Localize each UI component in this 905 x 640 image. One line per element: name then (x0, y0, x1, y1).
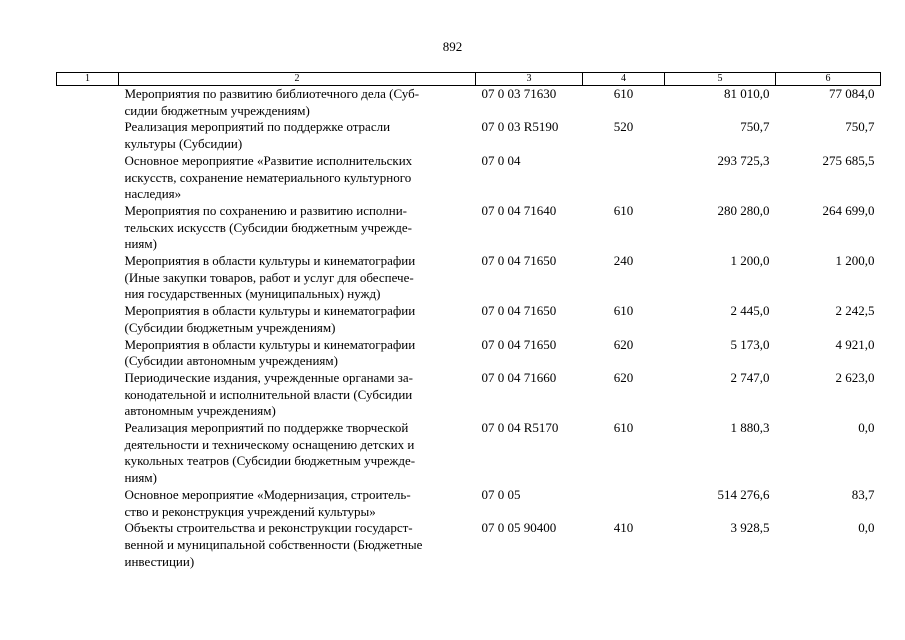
row-target-code: 07 0 04 (481, 152, 521, 168)
row-amount-col6: 2 623,0 (835, 369, 875, 385)
row-name: Периодические издания, учрежденные органами за- конодательной и исполнительной власти (Субсидии автономным учреждениям) (124, 369, 413, 419)
row-amount-col5: 1 200,0 (730, 253, 770, 269)
row-amount-col5: 750,7 (740, 119, 770, 135)
row-blank-cell (57, 370, 119, 420)
row-amount-col5: 293 725,3 (717, 152, 770, 168)
row-blank-cell (57, 203, 119, 253)
row-expense-type: 620 (613, 336, 634, 352)
budget-table (56, 72, 881, 570)
row-expense-type: 610 (613, 86, 634, 101)
table-body (57, 86, 881, 571)
row-amount-col5: 3 928,5 (730, 520, 770, 536)
row-target-code: 07 0 05 90400 (481, 520, 557, 536)
row-amount-col5: 2 445,0 (730, 303, 770, 319)
row-amount-col6: 83,7 (851, 486, 875, 502)
row-expense-type: 620 (613, 369, 634, 385)
row-amount-col5: 514 276,6 (717, 486, 770, 502)
row-target-code: 07 0 04 71650 (481, 336, 557, 352)
row-target-code: 07 0 04 71660 (481, 369, 557, 385)
row-amount-col6: 2 242,5 (835, 303, 875, 319)
table-row (57, 420, 881, 487)
column-number-1: 1 (57, 73, 119, 86)
row-target-code: 07 0 04 71650 (481, 303, 557, 319)
row-target-code: 07 0 04 71650 (481, 253, 557, 269)
row-expense-type: 410 (613, 520, 634, 536)
row-name: Основное мероприятие «Развитие исполнительских искусств, сохранение нематериального культурного наследия» (124, 152, 413, 202)
row-amount-col6: 1 200,0 (835, 253, 875, 269)
row-expense-type (583, 153, 665, 203)
row-amount-col6: 264 699,0 (822, 202, 875, 218)
row-target-code: 07 0 04 71640 (481, 202, 557, 218)
column-number-5: 5 (665, 73, 776, 86)
row-name: Мероприятия по развитию библиотечного дела (Суб- сидии бюджетным учреждениям) (124, 86, 420, 118)
column-number-row (57, 73, 881, 86)
row-amount-col5: 1 880,3 (730, 420, 770, 436)
table-row (57, 86, 881, 120)
row-amount-col6: 0,0 (858, 420, 875, 436)
row-blank-cell (57, 253, 119, 303)
row-expense-type (583, 487, 665, 520)
row-amount-col5: 81 010,0 (724, 86, 770, 101)
row-amount-col6: 750,7 (845, 119, 875, 135)
row-target-code: 07 0 03 R5190 (481, 119, 559, 135)
row-blank-cell (57, 337, 119, 370)
row-blank-cell (57, 487, 119, 520)
column-number-2: 2 (119, 73, 476, 86)
table-row (57, 370, 881, 420)
row-blank-cell (57, 520, 119, 570)
row-expense-type: 520 (613, 119, 634, 135)
table-row (57, 119, 881, 152)
row-amount-col5: 280 280,0 (717, 202, 770, 218)
row-target-code: 07 0 03 71630 (481, 86, 557, 101)
row-amount-col5: 5 173,0 (730, 336, 770, 352)
table-row (57, 520, 881, 570)
row-amount-col6: 0,0 (858, 520, 875, 536)
row-target-code: 07 0 04 R5170 (481, 420, 559, 436)
table-row (57, 203, 881, 253)
row-expense-type: 610 (613, 420, 634, 436)
row-expense-type: 610 (613, 303, 634, 319)
row-name: Реализация мероприятий по поддержке отрасли культуры (Субсидии) (124, 119, 391, 152)
row-name: Объекты строительства и реконструкции государст- венной и муниципальной собственности (Бюджетные инвестиции) (124, 520, 423, 569)
table-row (57, 153, 881, 203)
table-row (57, 303, 881, 336)
row-name: Реализация мероприятий по поддержке творческой деятельности и техническому оснащению детских и кукольных театров (Субсидии бюджетным учрежде- ниям) (124, 420, 416, 486)
table-row (57, 487, 881, 520)
row-name: Мероприятия по сохранению и развитию исполни- тельских искусств (Субсидии бюджетным учрежде- ниям) (124, 202, 412, 252)
row-blank-cell (57, 420, 119, 487)
row-target-code: 07 0 05 (481, 486, 521, 502)
row-blank-cell (57, 303, 119, 336)
row-expense-type: 610 (613, 202, 634, 218)
row-name: Основное мероприятие «Модернизация, строитель- ство и реконструкция учреждений культуры» (124, 486, 411, 519)
row-blank-cell (57, 86, 119, 120)
column-number-4: 4 (583, 73, 665, 86)
row-amount-col6: 275 685,5 (822, 152, 875, 168)
row-amount-col6: 4 921,0 (835, 336, 875, 352)
table-row (57, 337, 881, 370)
row-blank-cell (57, 153, 119, 203)
row-amount-col5: 2 747,0 (730, 369, 770, 385)
row-name: Мероприятия в области культуры и кинематографии (Иные закупки товаров, работ и услуг для обеспече- ния государственных (муниципальных) нужд) (124, 253, 416, 302)
table-row (57, 253, 881, 303)
row-expense-type: 240 (613, 253, 634, 269)
column-number-3: 3 (476, 73, 583, 86)
row-amount-col6: 77 084,0 (829, 86, 875, 101)
table-header (57, 73, 881, 86)
row-name: Мероприятия в области культуры и кинематографии (Субсидии автономным учреждениям) (124, 336, 416, 369)
row-name: Мероприятия в области культуры и кинематографии (Субсидии бюджетным учреждениям) (124, 303, 416, 335)
row-blank-cell (57, 119, 119, 152)
page-number: 892 (442, 39, 463, 54)
column-number-6: 6 (776, 73, 881, 86)
